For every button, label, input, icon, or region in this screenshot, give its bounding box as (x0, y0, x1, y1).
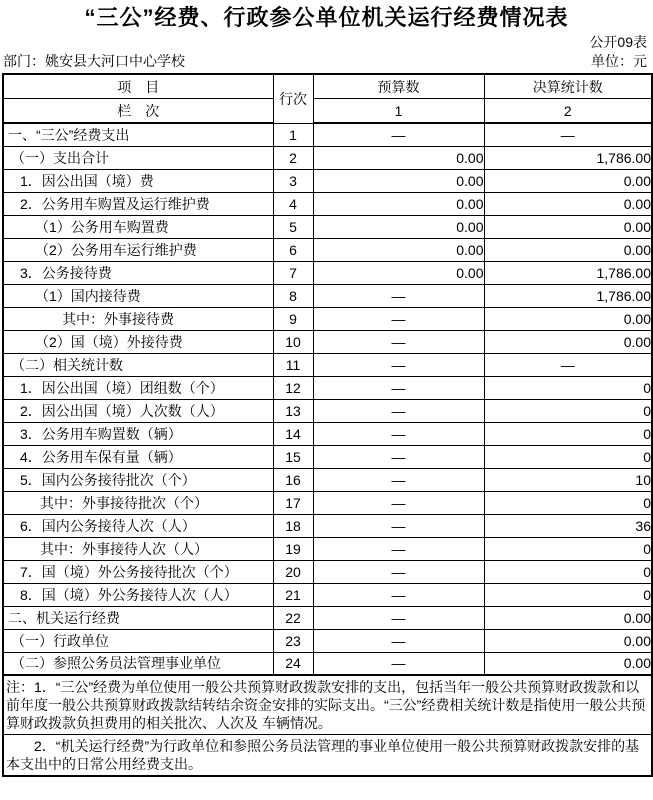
final-value: 0 (484, 422, 652, 445)
row-label: （2）公务用车运行维护费 (3, 238, 273, 261)
table-notes (3, 675, 652, 776)
row-label: （2）国（境）外接待费 (3, 330, 273, 353)
header-line-no: 行次 (273, 74, 313, 123)
table-row (3, 422, 652, 445)
row-label: 一、“三公”经费支出 (3, 123, 273, 146)
budget-value: — (313, 652, 484, 675)
row-label: （1）公务用车购置费 (3, 215, 273, 238)
row-line-number: 12 (273, 376, 313, 399)
budget-value: — (313, 606, 484, 629)
row-label: 7．国（境）外公务接待批次（个） (3, 560, 273, 583)
row-line-number: 6 (273, 238, 313, 261)
final-value: 0.00 (484, 215, 652, 238)
page-title: “三公”经费、行政参公单位机关运行经费情况表 (84, 5, 569, 30)
row-label: （一）支出合计 (3, 146, 273, 169)
table-row (3, 192, 652, 215)
row-line-number: 8 (273, 284, 313, 307)
final-value: 1,786.00 (484, 261, 652, 284)
table-header (3, 74, 652, 123)
final-value: 0 (484, 583, 652, 606)
budget-value: — (313, 376, 484, 399)
budget-value: — (313, 560, 484, 583)
table-row (3, 169, 652, 192)
final-value: 0.00 (484, 606, 652, 629)
header-final-col-no: 2 (484, 99, 652, 124)
final-value: 1,786.00 (484, 284, 652, 307)
row-line-number: 24 (273, 652, 313, 675)
header-column-label: 栏 次 (3, 99, 273, 124)
table-body (3, 123, 652, 675)
final-value: 0 (484, 376, 652, 399)
table-row (3, 629, 652, 652)
final-value: 0 (484, 399, 652, 422)
budget-value: 0.00 (313, 261, 484, 284)
table-row (3, 468, 652, 491)
budget-value: — (313, 583, 484, 606)
table-row (3, 123, 652, 146)
row-label: 其中：外事接待批次（个） (3, 491, 273, 514)
table-row (3, 606, 652, 629)
unit-label: 单位：元 (591, 53, 647, 69)
budget-value: — (313, 468, 484, 491)
meta-row (2, 50, 651, 73)
row-line-number: 3 (273, 169, 313, 192)
budget-value: — (313, 399, 484, 422)
header-row-top (3, 74, 652, 99)
row-label: 4．公务用车保有量（辆） (3, 445, 273, 468)
table-row (3, 284, 652, 307)
table-row (3, 261, 652, 284)
row-label: 2．公务用车购置及运行维护费 (3, 192, 273, 215)
budget-value: — (313, 123, 484, 146)
row-line-number: 22 (273, 606, 313, 629)
row-line-number: 20 (273, 560, 313, 583)
budget-value: 0.00 (313, 238, 484, 261)
row-label: 6．国内公务接待人次（人） (3, 514, 273, 537)
budget-value: — (313, 629, 484, 652)
row-line-number: 16 (273, 468, 313, 491)
table-row (3, 399, 652, 422)
row-line-number: 2 (273, 146, 313, 169)
final-value: 0.00 (484, 238, 652, 261)
row-line-number: 7 (273, 261, 313, 284)
row-label: 8．国（境）外公务接待人次（人） (3, 583, 273, 606)
final-value: 36 (484, 514, 652, 537)
row-label: （二）相关统计数 (3, 353, 273, 376)
row-line-number: 10 (273, 330, 313, 353)
budget-value: — (313, 514, 484, 537)
budget-value: — (313, 284, 484, 307)
table-row (3, 652, 652, 675)
row-line-number: 11 (273, 353, 313, 376)
row-line-number: 15 (273, 445, 313, 468)
header-budget-col-no: 1 (313, 99, 484, 124)
final-value: 0 (484, 491, 652, 514)
header-budget: 预算数 (313, 74, 484, 99)
budget-value: 0.00 (313, 215, 484, 238)
row-label: （1）国内接待费 (3, 284, 273, 307)
table-row (3, 376, 652, 399)
table-row (3, 583, 652, 606)
row-label: 其中：外事接待人次（人） (3, 537, 273, 560)
final-value: 0.00 (484, 652, 652, 675)
final-value: 0.00 (484, 330, 652, 353)
final-value: 0.00 (484, 629, 652, 652)
row-label: 3．公务接待费 (3, 261, 273, 284)
budget-value: — (313, 537, 484, 560)
row-line-number: 23 (273, 629, 313, 652)
budget-value: 0.00 (313, 192, 484, 215)
budget-value: — (313, 330, 484, 353)
table-row (3, 146, 652, 169)
row-line-number: 1 (273, 123, 313, 146)
table-row (3, 491, 652, 514)
final-value: 10 (484, 468, 652, 491)
table-row (3, 537, 652, 560)
budget-value: 0.00 (313, 146, 484, 169)
table-row (3, 445, 652, 468)
row-label: （一）行政单位 (3, 629, 273, 652)
table-row (3, 238, 652, 261)
table-row (3, 307, 652, 330)
note-1: 注：1．“三公”经费为单位使用一般公共预算财政拨款安排的支出，包括当年一般公共预算财政拨款和以前年度一般公共预算财政拨款结转结余资金安排的实际支出。“三公”经费相关统计数是指使用一般公共预算财政拨款负担费用的相关批次、人次及 车辆情况。 (6, 679, 646, 731)
final-value: — (484, 123, 652, 146)
row-line-number: 9 (273, 307, 313, 330)
row-line-number: 4 (273, 192, 313, 215)
budget-value: — (313, 307, 484, 330)
row-label: 其中：外事接待费 (3, 307, 273, 330)
note-row-2 (3, 735, 652, 777)
row-line-number: 5 (273, 215, 313, 238)
row-label: 二、机关运行经费 (3, 606, 273, 629)
header-item: 项 目 (3, 74, 273, 99)
note-row-1 (3, 675, 652, 735)
header-final: 决算统计数 (484, 74, 652, 99)
budget-value: — (313, 353, 484, 376)
final-value: 0.00 (484, 169, 652, 192)
row-label: 5．国内公务接待批次（个） (3, 468, 273, 491)
header-row-bottom (3, 99, 652, 124)
department-label: 部门：姚安县大河口中心学校 (3, 53, 185, 69)
row-label: （二）参照公务员法管理事业单位 (3, 652, 273, 675)
table-row (3, 330, 652, 353)
row-line-number: 18 (273, 514, 313, 537)
note-2: 2．“机关运行经费”为行政单位和参照公务员法管理的事业单位使用一般公共预算财政拨款安排的基本支出中的日常公用经费支出。 (6, 738, 640, 772)
budget-value: 0.00 (313, 169, 484, 192)
table-code-label: 公开09表 (589, 34, 647, 50)
final-value: 0.00 (484, 192, 652, 215)
final-value: 1,786.00 (484, 146, 652, 169)
final-value: 0 (484, 445, 652, 468)
budget-value: — (313, 491, 484, 514)
table-row (3, 514, 652, 537)
final-value: 0.00 (484, 307, 652, 330)
final-value: — (484, 353, 652, 376)
budget-value: — (313, 422, 484, 445)
table-row (3, 353, 652, 376)
expense-table (2, 73, 653, 777)
table-row (3, 215, 652, 238)
row-line-number: 21 (273, 583, 313, 606)
budget-value: — (313, 445, 484, 468)
row-line-number: 14 (273, 422, 313, 445)
row-line-number: 19 (273, 537, 313, 560)
row-label: 1．因公出国（境）费 (3, 169, 273, 192)
row-label: 1．因公出国（境）团组数（个） (3, 376, 273, 399)
table-row (3, 560, 652, 583)
row-line-number: 13 (273, 399, 313, 422)
final-value: 0 (484, 537, 652, 560)
final-value: 0 (484, 560, 652, 583)
row-line-number: 17 (273, 491, 313, 514)
row-label: 2．因公出国（境）人次数（人） (3, 399, 273, 422)
row-label: 3．公务用车购置数（辆） (3, 422, 273, 445)
